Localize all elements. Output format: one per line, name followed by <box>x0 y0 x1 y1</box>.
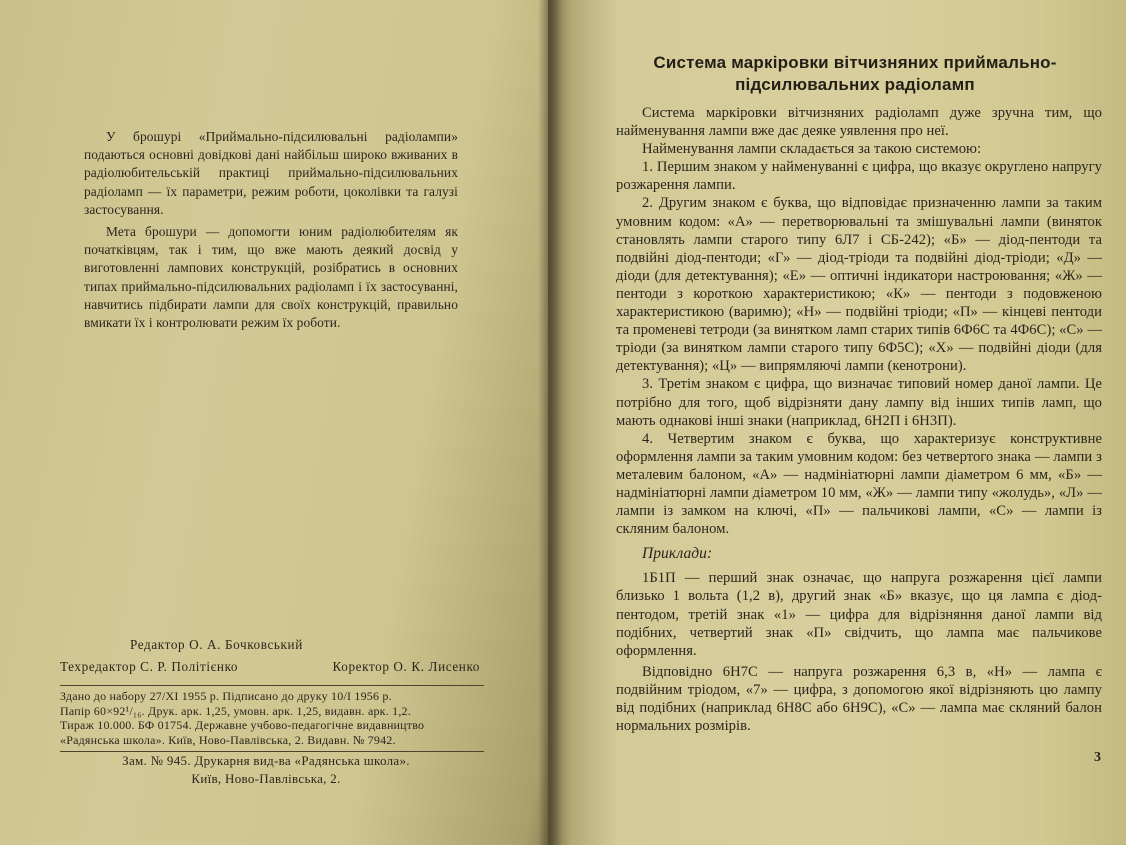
body-paragraph: 1Б1П — перший знак означає, що напруга розжарення цієї лампи близько 1 вольта (1,2 в), другий знак «Б» вказує, що ця лампа є діод-пентодом, третій знак «1» — цифра для відрізняння даної лампи від подібних, четвертий знак «П» свідчить, що лампа має пальчикове оформлення. <box>616 570 1102 659</box>
proofreader-credit: Коректор О. К. Лисенко <box>332 659 480 674</box>
printer-line: Київ, Ново-Павлівська, 2. <box>191 771 341 786</box>
credits-block <box>60 634 480 678</box>
tech-editor-credit: Техредактор С. Р. Політієнко <box>60 659 239 674</box>
colophon-line: Здано до набору 27/XI 1955 р. Підписано до друку 10/I 1956 р. <box>60 689 392 703</box>
editor-credit: Редактор О. А. Бочковський <box>130 637 303 652</box>
book-gutter <box>538 0 562 845</box>
body-paragraph: 3. Третім знаком є цифра, що визначає типовий номер даної лампи. Це потрібно для того, щоб відрізняти дану лампу від інших типів ламп, що мають однакові інші знаки (наприклад, 6Н2П і 6Н3П). <box>616 376 1102 429</box>
intro-paragraph: Мета брошури — допомогти юним радіолюбителям як початківцям, так і тим, що вже мають деякий досвід у виготовленні лампових конструкцій, розібратись в основних типах приймально-підсилювальних радіоламп і їх застосуванні, навчитись підбирати лампи для своїх конструкцій, правильно вмикати їх і контролювати режим їх роботи. <box>84 224 458 331</box>
colophon <box>60 685 484 752</box>
body-paragraph: 4. Четвертим знаком є буква, що характеризує конструктивне оформлення лампи за таким умовним кодом: без четвертого знака — лампи з металевим балоном, «А» — надмініатюрні лампи діаметром 6 мм, «Б» — надмініатюрні лампи діаметром 10 мм, «Ж» — лампи типу «жолудь», «Л» — лампи із замком на ключі, «П» — пальчикові лампи, «С» — лампи із скляним балоном. <box>616 430 1102 538</box>
body-paragraph: 1. Першим знаком у найменуванні є цифра, що вказує округлено напругу розжарення лампи. <box>616 159 1102 194</box>
page-title: Система маркіровки вітчизняних приймально-підсилювальних радіоламп <box>653 53 1057 94</box>
examples-heading: Приклади: <box>642 545 713 563</box>
body-paragraph: Система маркіровки вітчизняних радіоламп дуже зручна тим, що найменування лампи вже дає деяке уявлення про неї. <box>616 105 1102 140</box>
intro-paragraph: У брошурі «Приймально-підсилювальні радіолампи» подаються основні довідкові дані найбільш широко вживаних в радіолюбительській практиці приймально-підсилювальних радіоламп — їх параметри, режим роботи, цоколівки та галузі застосування. <box>84 129 458 217</box>
body-paragraph: 2. Другим знаком є буква, що відповідає призначенню лампи за таким умовним кодом: «А» — перетворювальні та змішувальні лампи (виняток становлять лампи старого типу 6Л7 і СБ-242); «Б» — діод-пентоди та подвійні діод-пентоди; «Г» — діод-тріоди та подвійні діод-тріоди; «Д» — діоди (для детектування); «Е» — оптичні індикатори настроювання; «Ж» — пентоди з короткою характеристикою; «К» — пентоди з подовженою характеристикою (варимю); «Н» — подвійні тріоди; «П» — кінцеві пентоди та променеві тетроди (за винятком ламп старих типів 6Ф6С та 4Ф6С); «С» — тріоди (за винятком лампи старого типу 6Ф5С); «Х» — подвійні діоди (для детектування); «Ц» — випрямляючі лампи (кенотрони). <box>616 195 1102 375</box>
colophon-line: «Радянська школа». Київ, Ново-Павлівська, 2. Видавн. № 7942. <box>60 732 396 747</box>
body-paragraph: Відповідно 6Н7С — напруга розжарення 6,3 в, «Н» — лампа є подвійним тріодом, «7» — цифра, з допомогою якої відрізняють цю лампу від подібних (наприклад 6Н8С або 6Н9С), «С» — лампа має скляний балон нормальних розмірів. <box>616 663 1102 735</box>
page-number: 3 <box>1094 750 1101 765</box>
printer-info <box>86 752 446 788</box>
colophon-line: Папір 60×92¹/₁₆. Друк. арк. 1,25, умовн. арк. 1,25, видавн. арк. 1,2. <box>60 703 411 718</box>
body-paragraph: Найменування лампи складається за такою системою: <box>642 141 982 158</box>
left-intro-text <box>84 128 458 332</box>
right-body-text <box>616 104 1102 735</box>
colophon-line: Тираж 10.000. БФ 01754. Державне учбово-педагогічне видавництво <box>60 718 425 733</box>
printer-line: Зам. № 945. Друкарня вид-ва «Радянська школа». <box>122 753 410 768</box>
tech-credits-row <box>60 656 480 678</box>
